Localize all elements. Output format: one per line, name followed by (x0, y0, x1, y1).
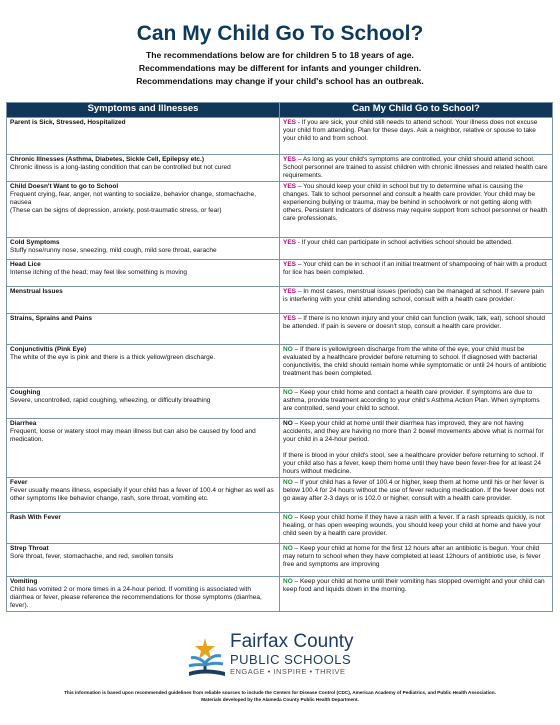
symptom-description: Frequent crying, fear, anger, not wanting to socialize, behavior change, stomachache, nausea (These can be signs of depression, anxiety, post-traumatic stress, or fear) (10, 191, 257, 214)
column-header-answer: Can My Child Go to School? (280, 103, 553, 118)
symptom-cell (7, 478, 280, 513)
answer-verdict: NO (283, 479, 293, 486)
symptom-name: Chronic Illnesses (Asthma, Diabetes, Sickle Cell, Epilepsy etc.) (10, 156, 204, 163)
page-title: Can My Child Go To School? (136, 22, 424, 45)
symptom-cell (7, 118, 280, 155)
table-row (7, 388, 553, 419)
answer-cell (280, 544, 553, 577)
answer-text: – In most cases, menstrual issues (periods) can be managed at school. If severe pain is interfering with your child attending school, consult with a health care provider. (283, 288, 544, 303)
answer-verdict: NO (283, 514, 293, 521)
symptom-cell (7, 345, 280, 388)
footer-note (0, 690, 560, 703)
answer-verdict: YES (283, 156, 297, 163)
answer-text: – Keep your child at home until their vomiting has stopped overnight and your child can keep food and liquids down in the morning. (283, 578, 545, 593)
symptom-description: The white of the eye is pink and there is a thick yellow/green discharge. (10, 354, 216, 361)
fcps-logo (185, 632, 375, 682)
symptom-cell (7, 287, 280, 314)
answer-cell (280, 478, 553, 513)
answer-text: – If there is yellow/green discharge from the white of the eye, your child must be evaluated by a healthcare provider before returning to school. If diagnosed with bacterial conjunctivitis, the child should remain home while symptomatic or until 24 hours of antibiotic treatment has been completed. (283, 346, 547, 377)
answer-text: – You should keep your child in school but try to determine what is causing the changes. Talk to school personnel and consult a health care provider. Your child may be experiencing bullying or trauma, may be behind in schoolwork or not getting along with others. Persistent Indicators of distress may require support from school personnel or health care professionals. (283, 183, 548, 222)
symptom-name: Coughing (10, 389, 41, 396)
answer-cell (280, 345, 553, 388)
answer-text: – Keep your child at home until their diarrhea has improved, they are not having accidents, and they are having no more than 2 bowel movements above what is normal for your child in a 24-hour period. (283, 420, 544, 443)
table-row (7, 345, 553, 388)
table-row (7, 478, 553, 513)
table-row (7, 238, 553, 260)
answer-cell (280, 513, 553, 544)
answer-verdict: YES (283, 183, 297, 190)
symptom-cell (7, 419, 280, 478)
symptom-description: Intense itching of the head; may feel like something is moving (10, 269, 188, 276)
symptom-name: Cold Symptoms (10, 239, 60, 246)
answer-text: – Keep your child at home for the first 12 hours after an antibiotic is begun. Your child may return to school when they have completed at least 12hours of antibiotic use, is fever free and symptoms are improving (283, 545, 541, 568)
symptom-description: Stuffy nose/runny nose, sneezing, mild cough, mild sore throat, earache (10, 247, 217, 254)
answer-verdict: YES (283, 119, 297, 126)
answer-cell (280, 238, 553, 260)
table-row (7, 155, 553, 182)
tree-book-icon (185, 632, 229, 678)
symptom-description: Severe, uncontrolled, rapid coughing, wheezing, or difficulty breathing (10, 397, 211, 404)
document-header (0, 0, 560, 88)
table-row (7, 182, 553, 238)
answer-verdict: YES (283, 315, 297, 322)
answer-text: – As long as your child's symptoms are controlled, your child should attend school. School personnel are trained to assist children with chronic illnesses and related health care requirements. (283, 156, 548, 179)
symptom-cell (7, 513, 280, 544)
symptom-cell (7, 544, 280, 577)
symptom-description: Child has vomited 2 or more times in a 24-hour period. If vomiting is associated with diarrhea or fever, please reference the recommendations for those symptoms (diarrhea, fever). (10, 586, 262, 609)
answer-cell (280, 155, 553, 182)
subtitle-line: Recommendations may change if your child's school has an outbreak. (136, 76, 424, 86)
symptom-name: Parent is Sick, Stressed, Hospitalized (10, 119, 126, 126)
symptom-name: Fever (10, 479, 28, 486)
answer-cell (280, 182, 553, 238)
answer-verdict: NO (283, 346, 293, 353)
logo-line-1: Fairfax County (230, 631, 354, 652)
answer-text: - If your child can participate in school activities school should be attended. (296, 239, 513, 246)
answer-verdict: NO (283, 578, 293, 585)
answer-text: – If there is no known injury and your child can function (walk, talk, eat), school should be attended. If pain is severe or doesn't stop, consult a health care provider. (283, 315, 545, 330)
answer-verdict: YES (283, 288, 297, 295)
symptom-name: Conjunctivitis (Pink Eye) (10, 346, 87, 353)
answer-verdict: YES (283, 261, 297, 268)
answer-cell (280, 388, 553, 419)
answer-cell (280, 577, 553, 612)
symptom-name: Diarrhea (10, 420, 37, 427)
table-row (7, 419, 553, 478)
logo-tagline: ENGAGE • INSPIRE • THRIVE (230, 667, 346, 676)
symptom-cell (7, 314, 280, 345)
symptom-cell (7, 238, 280, 260)
symptom-cell (7, 577, 280, 612)
answer-cell (280, 419, 553, 478)
answer-text: – Keep your child home if they have a rash with a fever. If a rash spreads quickly, is not healing, or has open weeping wounds, you should keep your child at home and have your child seen by a health care provider. (283, 514, 545, 537)
answer-verdict: NO (283, 389, 293, 396)
symptom-description: Chronic illness is a long-lasting condition that can be controlled but not cured (10, 164, 231, 171)
answer-text: - If you are sick, your child still needs to attend school. Your illness does not excuse your child from attending. Plan for these days. Ask a neighbor, relative or spouse to take your child to and from school. (283, 119, 538, 142)
symptom-name: Menstrual Issues (10, 288, 63, 295)
footer-line-1: This information is based upon recommended guidelines from reliable sources to include the Centers for Disease Control (CDC), American Academy of Pediatrics, and Public Health Association. (64, 690, 496, 695)
recommendations-table (6, 102, 553, 612)
subtitle-line: The recommendations below are for children 5 to 18 years of age. (146, 50, 414, 60)
symptom-description: Fever usually means illness, especially if your child has a fever of 100.4 or higher as well as other symptoms like behavior change, rash, sore throat, vomiting etc. (10, 487, 274, 502)
symptom-cell (7, 388, 280, 419)
table-row (7, 513, 553, 544)
column-header-symptoms: Symptoms and Illnesses (7, 103, 280, 118)
answer-text-extra: If there is blood in your child's stool, see a healthcare provider before returning to school. If your child also has a fever, keep them home until they have been fever-free for at least 24 hours without medicine. (283, 452, 544, 475)
table-row (7, 260, 553, 287)
answer-cell (280, 118, 553, 155)
symptom-name: Child Doesn't Want to go to School (10, 183, 119, 190)
table-row (7, 577, 553, 612)
answer-text: – Your child can be in school if an initial treatment of shampooing of hair with a product for lice has been completed. (283, 261, 547, 276)
symptom-description: Sore throat, fever, stomachache, and red, swollen tonsils (10, 553, 174, 560)
subtitle-line: Recommendations may be different for infants and younger children. (138, 63, 422, 73)
symptom-cell (7, 155, 280, 182)
table-row (7, 287, 553, 314)
table-header-row (7, 103, 553, 118)
logo-line-2: PUBLIC SCHOOLS (230, 652, 352, 667)
symptom-name: Strep Throat (10, 545, 49, 552)
symptom-description: Frequent, loose or watery stool may mean illness but can also be caused by food and medication. (10, 428, 256, 443)
symptom-cell (7, 182, 280, 238)
answer-verdict: YES (283, 239, 297, 246)
answer-cell (280, 287, 553, 314)
symptom-name: Vomiting (10, 578, 38, 585)
answer-cell (280, 314, 553, 345)
answer-verdict: NO (283, 545, 293, 552)
symptom-name: Strains, Sprains and Pains (10, 315, 92, 322)
symptom-name: Head Lice (10, 261, 41, 268)
symptom-name: Rash With Fever (10, 514, 61, 521)
symptom-cell (7, 260, 280, 287)
answer-text: – If your child has a fever of 100.4 or higher, keep them at home until his or her fever is below 100.4 for 24 hours without the use of fever reducing medication. If the fever does not go away after 2-3 days or is 102.0 or higher, consult with a health care provider. (283, 479, 545, 502)
table-row (7, 314, 553, 345)
footer-line-2: Materials developed by the Alameda County Public Health Department. (201, 696, 359, 702)
answer-text: – Keep your child home and contact a health care provider. If symptoms are due to asthma, provide treatment according to your child's Asthma Action Plan. When symptoms are controlled, send your child to school. (283, 389, 540, 412)
answer-verdict: NO (283, 420, 293, 427)
answer-cell (280, 260, 553, 287)
table-row (7, 544, 553, 577)
table-row (7, 118, 553, 155)
